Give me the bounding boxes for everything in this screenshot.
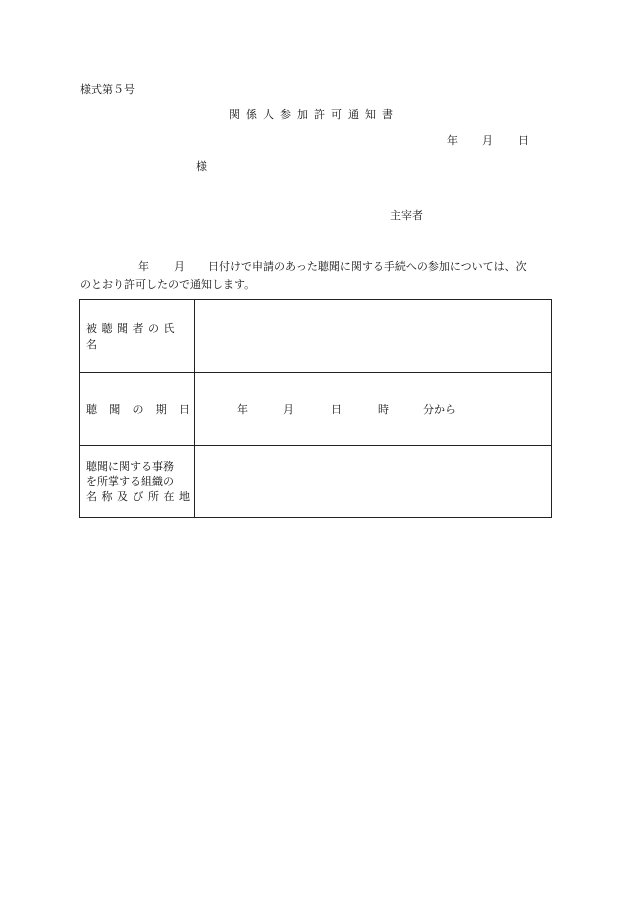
period-day-label: 日	[331, 403, 342, 416]
date-month-label: 月	[482, 134, 493, 147]
organization-label-line-3	[86, 489, 190, 504]
respondent-name-value-cell	[195, 300, 552, 373]
table-row-hearing-date	[80, 373, 552, 446]
hearing-date-label-char: 期	[155, 402, 167, 416]
period-month-label: 月	[283, 403, 294, 416]
hearing-date-label	[86, 402, 190, 417]
respondent-name-label: 被聴聞者の氏名	[86, 322, 179, 351]
organization-label-line-2	[86, 474, 190, 489]
organization-value-cell	[195, 446, 552, 518]
hearing-date-label-char: 聴	[86, 402, 97, 416]
organization-label-line-1	[86, 459, 190, 474]
table-row-organization	[80, 446, 552, 518]
period-year-label: 年	[237, 403, 248, 416]
organization-label-char: び	[132, 490, 144, 503]
organization-label-char: 称	[101, 490, 113, 503]
respondent-name-label-cell	[80, 300, 195, 373]
organization-label-char: 在	[163, 490, 175, 503]
addressee-honorific: 様	[196, 160, 207, 173]
hearing-date-label-char: の	[132, 402, 144, 416]
body-month-label: 月	[174, 260, 185, 273]
body-year-label: 年	[138, 260, 149, 273]
hearing-date-label-char: 日	[179, 402, 190, 416]
table-row-respondent-name	[80, 300, 552, 373]
organization-label-char: 所	[148, 490, 159, 503]
period-hour-label: 時	[378, 403, 389, 416]
hearing-period	[195, 401, 551, 417]
hearing-date-value-cell	[195, 373, 552, 446]
hearing-date-label-char: 聞	[109, 402, 121, 416]
period-minute-from-label: 分から	[423, 403, 456, 416]
date-year-label: 年	[447, 134, 458, 147]
form-number: 様式第５号	[80, 83, 135, 96]
permission-details-table	[79, 299, 552, 518]
hearing-date-label-cell	[80, 373, 195, 446]
body-text-line-2: のとおり許可したので通知します。	[80, 278, 256, 291]
organization-label-cell	[80, 446, 195, 518]
body-text-line-1: 日付けで申請のあった聴聞に関する手続への参加については、次	[208, 260, 527, 273]
organization-label-char: 名	[86, 490, 97, 503]
organization-label-char: 地	[179, 490, 190, 503]
organization-label-text: を所掌する組織の	[86, 475, 174, 488]
sponsor-label: 主宰者	[390, 209, 423, 222]
date-day-label: 日	[518, 134, 529, 147]
organization-label-text: 聴聞に関する事務	[86, 460, 174, 473]
organization-label-char: 及	[117, 490, 128, 503]
document-title: 関係人参加許可通知書	[229, 108, 399, 121]
